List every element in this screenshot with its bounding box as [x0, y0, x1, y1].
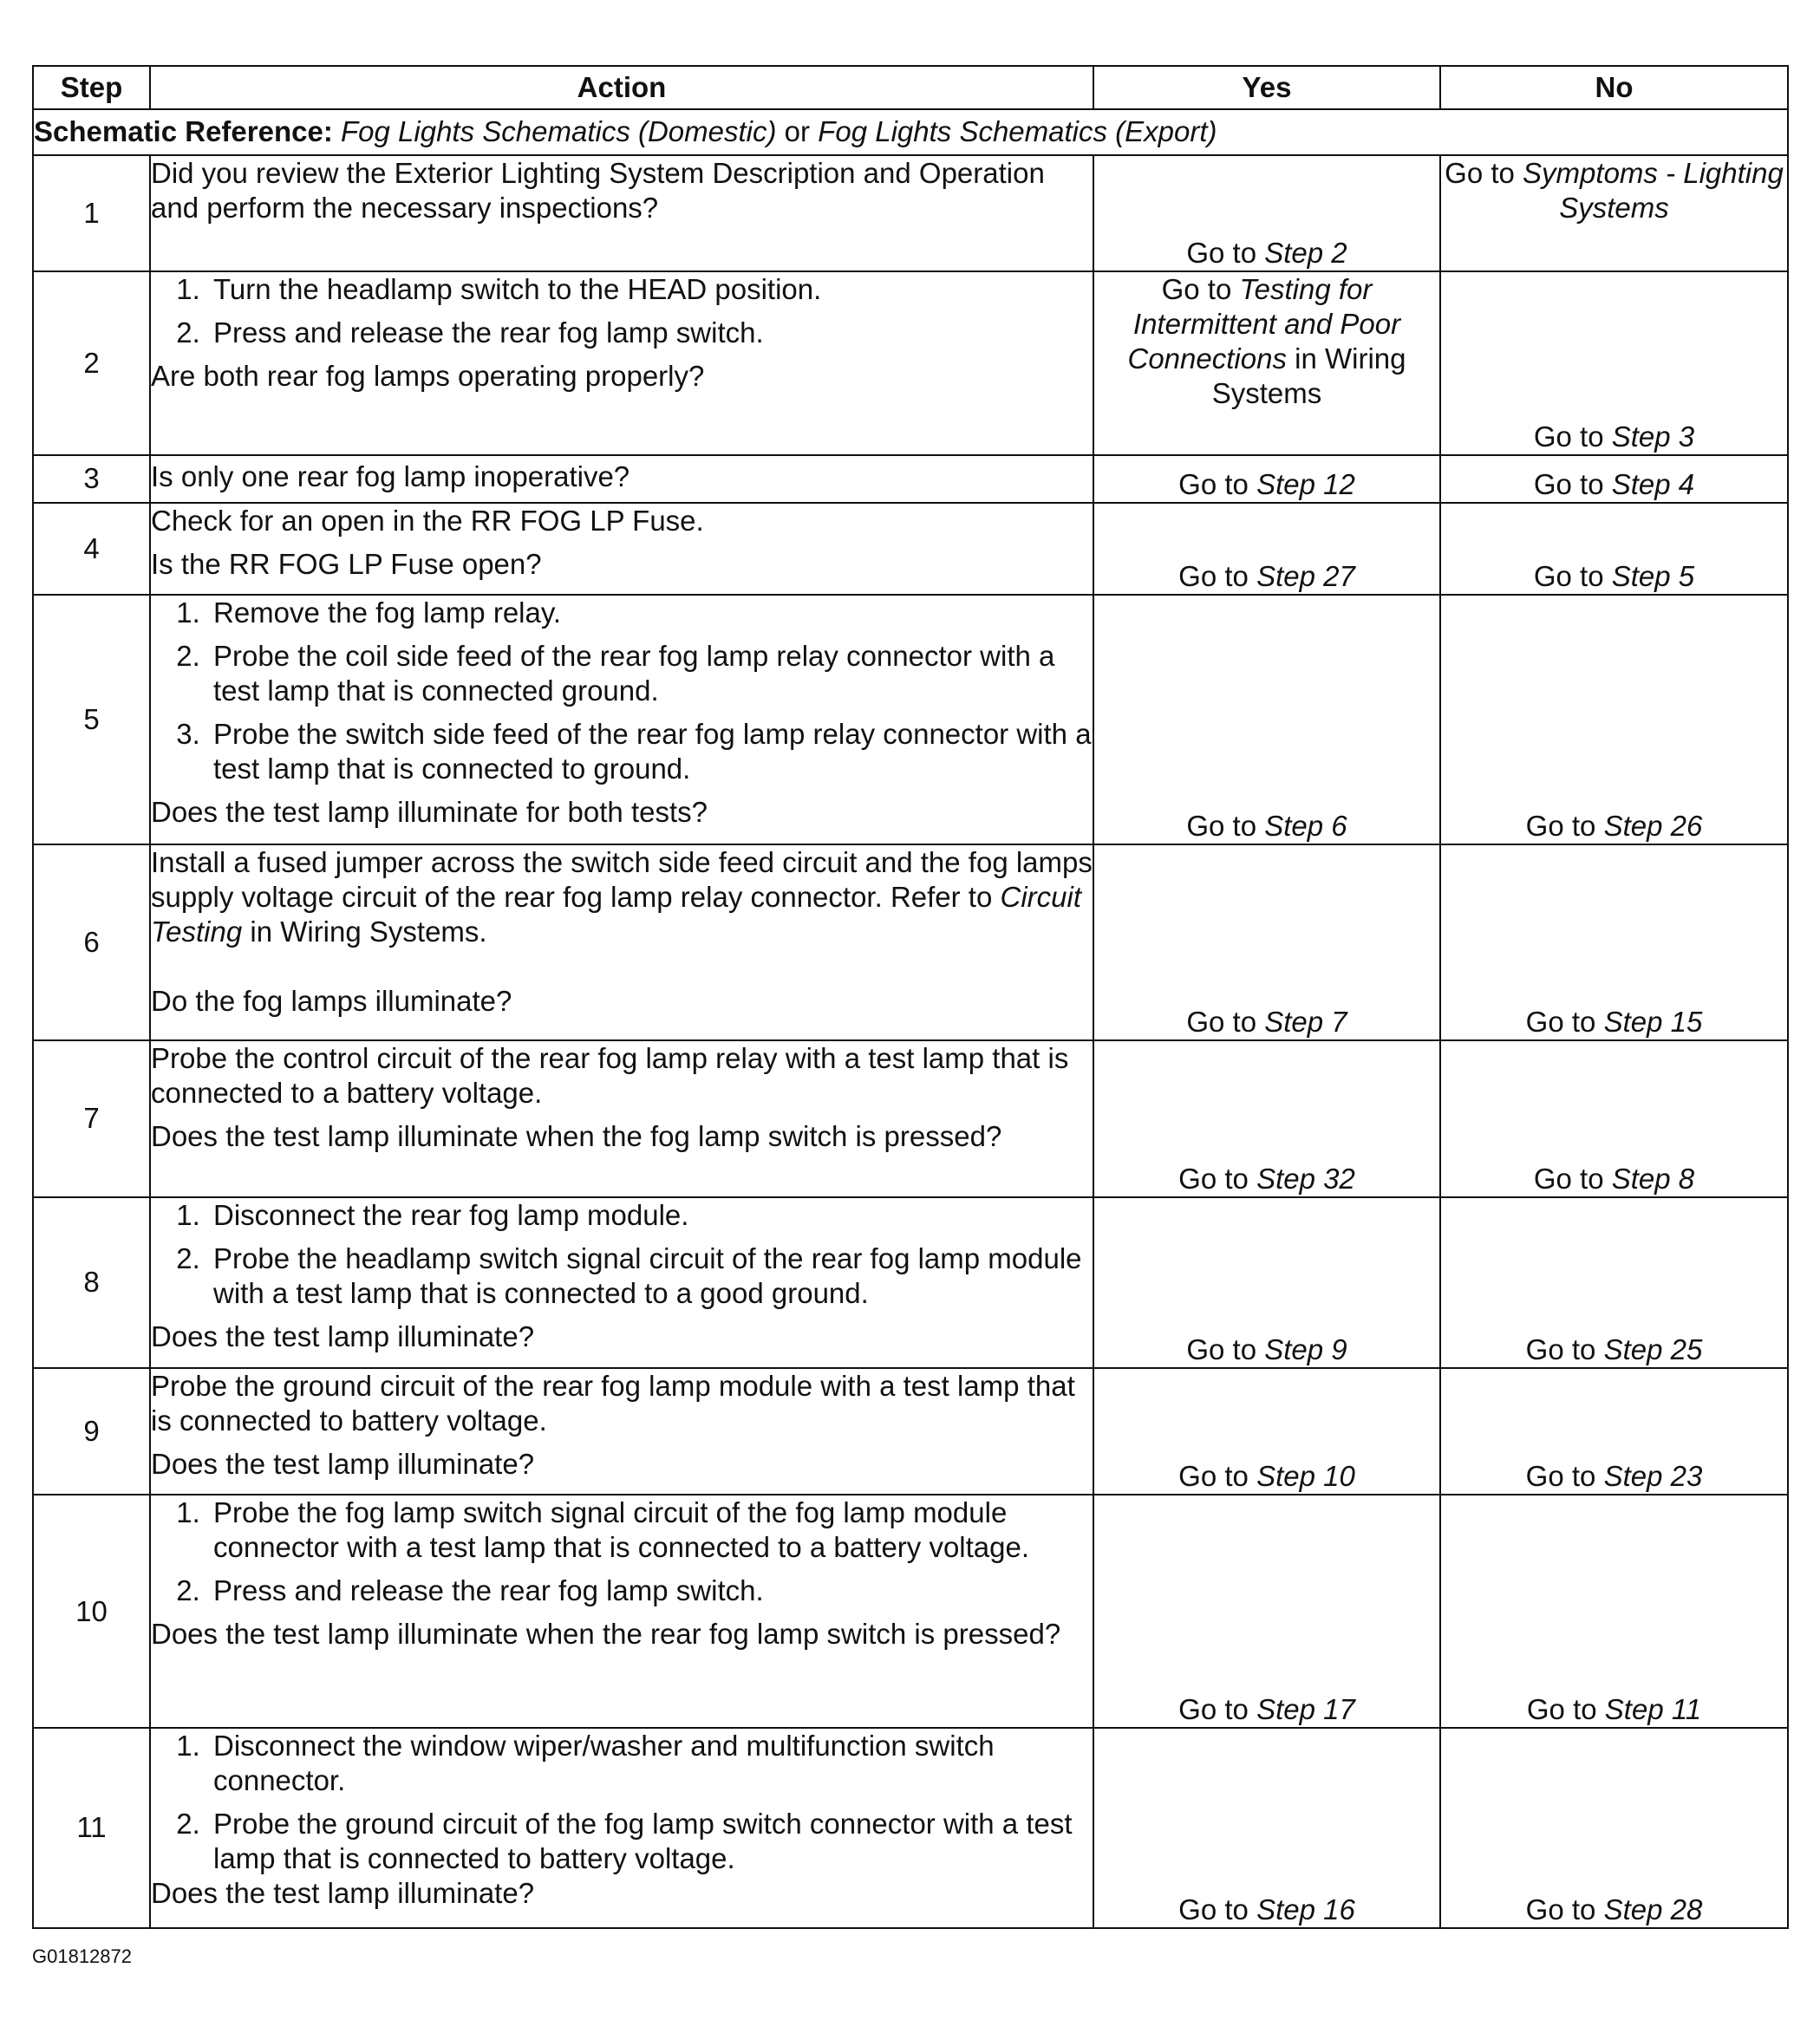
action-question: Does the test lamp illuminate when the fog lamp switch is pressed?: [151, 1119, 1002, 1152]
no-link[interactable]: Step 5: [1611, 560, 1695, 593]
schematic-label: Schematic Reference:: [34, 115, 333, 148]
step-number: 1: [33, 155, 150, 272]
schematic-reference-row: [33, 109, 1788, 154]
action-text: Did you review the Exterior Lighting System Description and Operation and perform the necessary inspections?: [151, 156, 1045, 224]
yes-link[interactable]: Step 32: [1256, 1162, 1355, 1195]
action-text: Probe the ground circuit of the rear fog lamp module with a test lamp that is connected to battery voltage.: [151, 1369, 1075, 1437]
yes-cell: Go to Step 12: [1093, 455, 1440, 502]
step-number: 8: [33, 1197, 150, 1368]
step-number: 6: [33, 844, 150, 1040]
action-question: Does the test lamp illuminate?: [151, 1319, 535, 1352]
no-link[interactable]: Step 28: [1603, 1893, 1703, 1925]
step-number: 5: [33, 595, 150, 844]
action-steps: [151, 272, 1093, 350]
action-text: Probe the control circuit of the rear fog lamp relay with a test lamp that is connected to a battery voltage.: [151, 1041, 1069, 1109]
action-steps: [151, 1495, 1093, 1608]
action-text: Check for an open in the RR FOG LP Fuse.: [151, 504, 704, 537]
yes-link[interactable]: Step 6: [1264, 809, 1347, 842]
action-item: 2. Press and release the rear fog lamp switch.: [208, 316, 1093, 350]
no-cell: Go to Step 25: [1440, 1197, 1788, 1368]
no-cell: Go to Step 15: [1440, 844, 1788, 1040]
no-link[interactable]: Step 26: [1603, 809, 1703, 842]
action-cell: [150, 155, 1093, 272]
table-row: [33, 1197, 1788, 1368]
action-cell: [150, 1368, 1093, 1495]
action-cell: [150, 1728, 1093, 1928]
table-row: [33, 1728, 1788, 1928]
action-question: Does the test lamp illuminate for both tests?: [151, 796, 708, 829]
no-link[interactable]: Step 25: [1603, 1333, 1703, 1365]
yes-link[interactable]: Step 16: [1256, 1893, 1355, 1925]
no-cell: Go to Step 26: [1440, 595, 1788, 844]
action-steps: [151, 596, 1093, 786]
yes-cell: Go to Step 16: [1093, 1728, 1440, 1928]
action-steps: [151, 1198, 1093, 1311]
no-link[interactable]: Step 11: [1604, 1692, 1702, 1725]
step-number: 4: [33, 503, 150, 596]
schematic-link-domestic[interactable]: Fog Lights Schematics (Domestic): [341, 115, 777, 148]
no-cell: Go to Step 3: [1440, 271, 1788, 455]
action-steps: [151, 1729, 1093, 1876]
yes-link[interactable]: Testing for Intermittent and Poor Connections: [1127, 273, 1401, 375]
yes-cell: Go to Step 27: [1093, 503, 1440, 596]
table-row: [33, 155, 1788, 272]
no-link[interactable]: Step 4: [1611, 467, 1695, 500]
action-item: 2. Press and release the rear fog lamp switch.: [208, 1574, 1093, 1608]
yes-cell: Go to Step 6: [1093, 595, 1440, 844]
action-item: 1. Probe the fog lamp switch signal circuit of the fog lamp module connector with a test lamp that is connected to a battery voltage.: [208, 1495, 1093, 1565]
no-link[interactable]: Step 8: [1611, 1162, 1695, 1195]
action-text: Install a fused jumper across the switch side feed circuit and the fog lamps supply voltage circuit of the rear fog lamp relay connector. Refer to: [151, 845, 1093, 913]
table-row: [33, 1495, 1788, 1727]
yes-link[interactable]: Step 27: [1256, 560, 1355, 593]
yes-cell: Go to Testing for Intermittent and Poor Connections in Wiring Systems: [1093, 271, 1440, 455]
figure-id: G01812872: [32, 1945, 132, 1967]
action-item: 2. Probe the headlamp switch signal circuit of the rear fog lamp module with a test lamp that is connected to a good ground.: [208, 1241, 1093, 1311]
table-row: [33, 844, 1788, 1040]
yes-link[interactable]: Step 7: [1264, 1005, 1347, 1038]
action-cell: [150, 1040, 1093, 1197]
table-row: [33, 455, 1788, 502]
no-cell: Go to Step 5: [1440, 503, 1788, 596]
header-action: Action: [150, 66, 1093, 109]
action-link[interactable]: Circuit Testing: [151, 880, 1082, 948]
table-row: [33, 595, 1788, 844]
yes-link[interactable]: Step 9: [1264, 1333, 1347, 1365]
action-item: 2. Probe the coil side feed of the rear fog lamp relay connector with a test lamp that is connected ground.: [208, 639, 1093, 708]
action-question: Does the test lamp illuminate?: [151, 1447, 535, 1480]
no-cell: Go to Step 8: [1440, 1040, 1788, 1197]
diagnostic-table: [32, 65, 1789, 1929]
action-item: 1. Disconnect the window wiper/washer and multifunction switch connector.: [208, 1729, 1093, 1798]
action-question: Is the RR FOG LP Fuse open?: [151, 547, 542, 580]
action-question: Do the fog lamps illuminate?: [151, 984, 512, 1017]
action-item: 1. Remove the fog lamp relay.: [208, 596, 1093, 630]
yes-cell: Go to Step 2: [1093, 155, 1440, 272]
header-yes: Yes: [1093, 66, 1440, 109]
no-link[interactable]: Step 3: [1611, 420, 1695, 453]
action-cell: [150, 595, 1093, 844]
action-cell: [150, 455, 1093, 502]
action-cell: Install a fused jumper across the switch side feed circuit and the fog lamps supply voltage circuit of the rear fog lamp relay connector. Refer to Circuit Testing in Wiring Systems. Do the fog lamps illuminate?: [150, 844, 1093, 1040]
no-cell: Go to Step 4: [1440, 455, 1788, 502]
action-question: Does the test lamp illuminate?: [151, 1876, 535, 1909]
action-item: 3. Probe the switch side feed of the rear fog lamp relay connector with a test lamp that is connected to ground.: [208, 717, 1093, 786]
action-cell: [150, 1197, 1093, 1368]
no-cell: Go to Step 23: [1440, 1368, 1788, 1495]
header-step: Step: [33, 66, 150, 109]
table-row: [33, 503, 1788, 596]
no-cell: Go to Symptoms - Lighting Systems: [1440, 155, 1788, 272]
step-number: 2: [33, 271, 150, 455]
table-row: [33, 1368, 1788, 1495]
step-number: 9: [33, 1368, 150, 1495]
action-cell: [150, 503, 1093, 596]
yes-link[interactable]: Step 2: [1264, 237, 1347, 270]
yes-cell: Go to Step 7: [1093, 844, 1440, 1040]
no-link[interactable]: Step 23: [1603, 1460, 1703, 1493]
schematic-link-export[interactable]: Fog Lights Schematics (Export): [818, 115, 1217, 148]
action-question: Are both rear fog lamps operating properly?: [151, 360, 705, 393]
step-number: 11: [33, 1728, 150, 1928]
yes-cell: Go to Step 10: [1093, 1368, 1440, 1495]
header-row: [33, 66, 1788, 109]
action-question: Is only one rear fog lamp inoperative?: [151, 460, 630, 493]
schematic-reference: [33, 109, 1788, 154]
yes-link[interactable]: Step 10: [1256, 1460, 1355, 1493]
no-cell: Go to Step 11: [1440, 1495, 1788, 1727]
action-item: 1. Turn the headlamp switch to the HEAD position.: [208, 272, 1093, 307]
action-item: 2. Probe the ground circuit of the fog lamp switch connector with a test lamp that is connected to battery voltage.: [208, 1807, 1093, 1876]
table-row: [33, 271, 1788, 455]
no-cell: Go to Step 28: [1440, 1728, 1788, 1928]
step-number: 7: [33, 1040, 150, 1197]
step-number: 10: [33, 1495, 150, 1727]
yes-cell: Go to Step 32: [1093, 1040, 1440, 1197]
header-no: No: [1440, 66, 1788, 109]
no-link[interactable]: Symptoms - Lighting Systems: [1523, 156, 1784, 224]
step-number: 3: [33, 455, 150, 502]
table-row: [33, 1040, 1788, 1197]
action-question: Does the test lamp illuminate when the rear fog lamp switch is pressed?: [151, 1618, 1061, 1651]
action-cell: [150, 1495, 1093, 1727]
no-link[interactable]: Step 15: [1603, 1005, 1703, 1038]
yes-cell: Go to Step 9: [1093, 1197, 1440, 1368]
yes-link[interactable]: Step 17: [1256, 1692, 1355, 1725]
action-cell: [150, 271, 1093, 455]
yes-link[interactable]: Step 12: [1256, 467, 1355, 500]
action-item: 1. Disconnect the rear fog lamp module.: [208, 1198, 1093, 1233]
schematic-conj: or: [784, 115, 811, 148]
yes-cell: Go to Step 17: [1093, 1495, 1440, 1727]
